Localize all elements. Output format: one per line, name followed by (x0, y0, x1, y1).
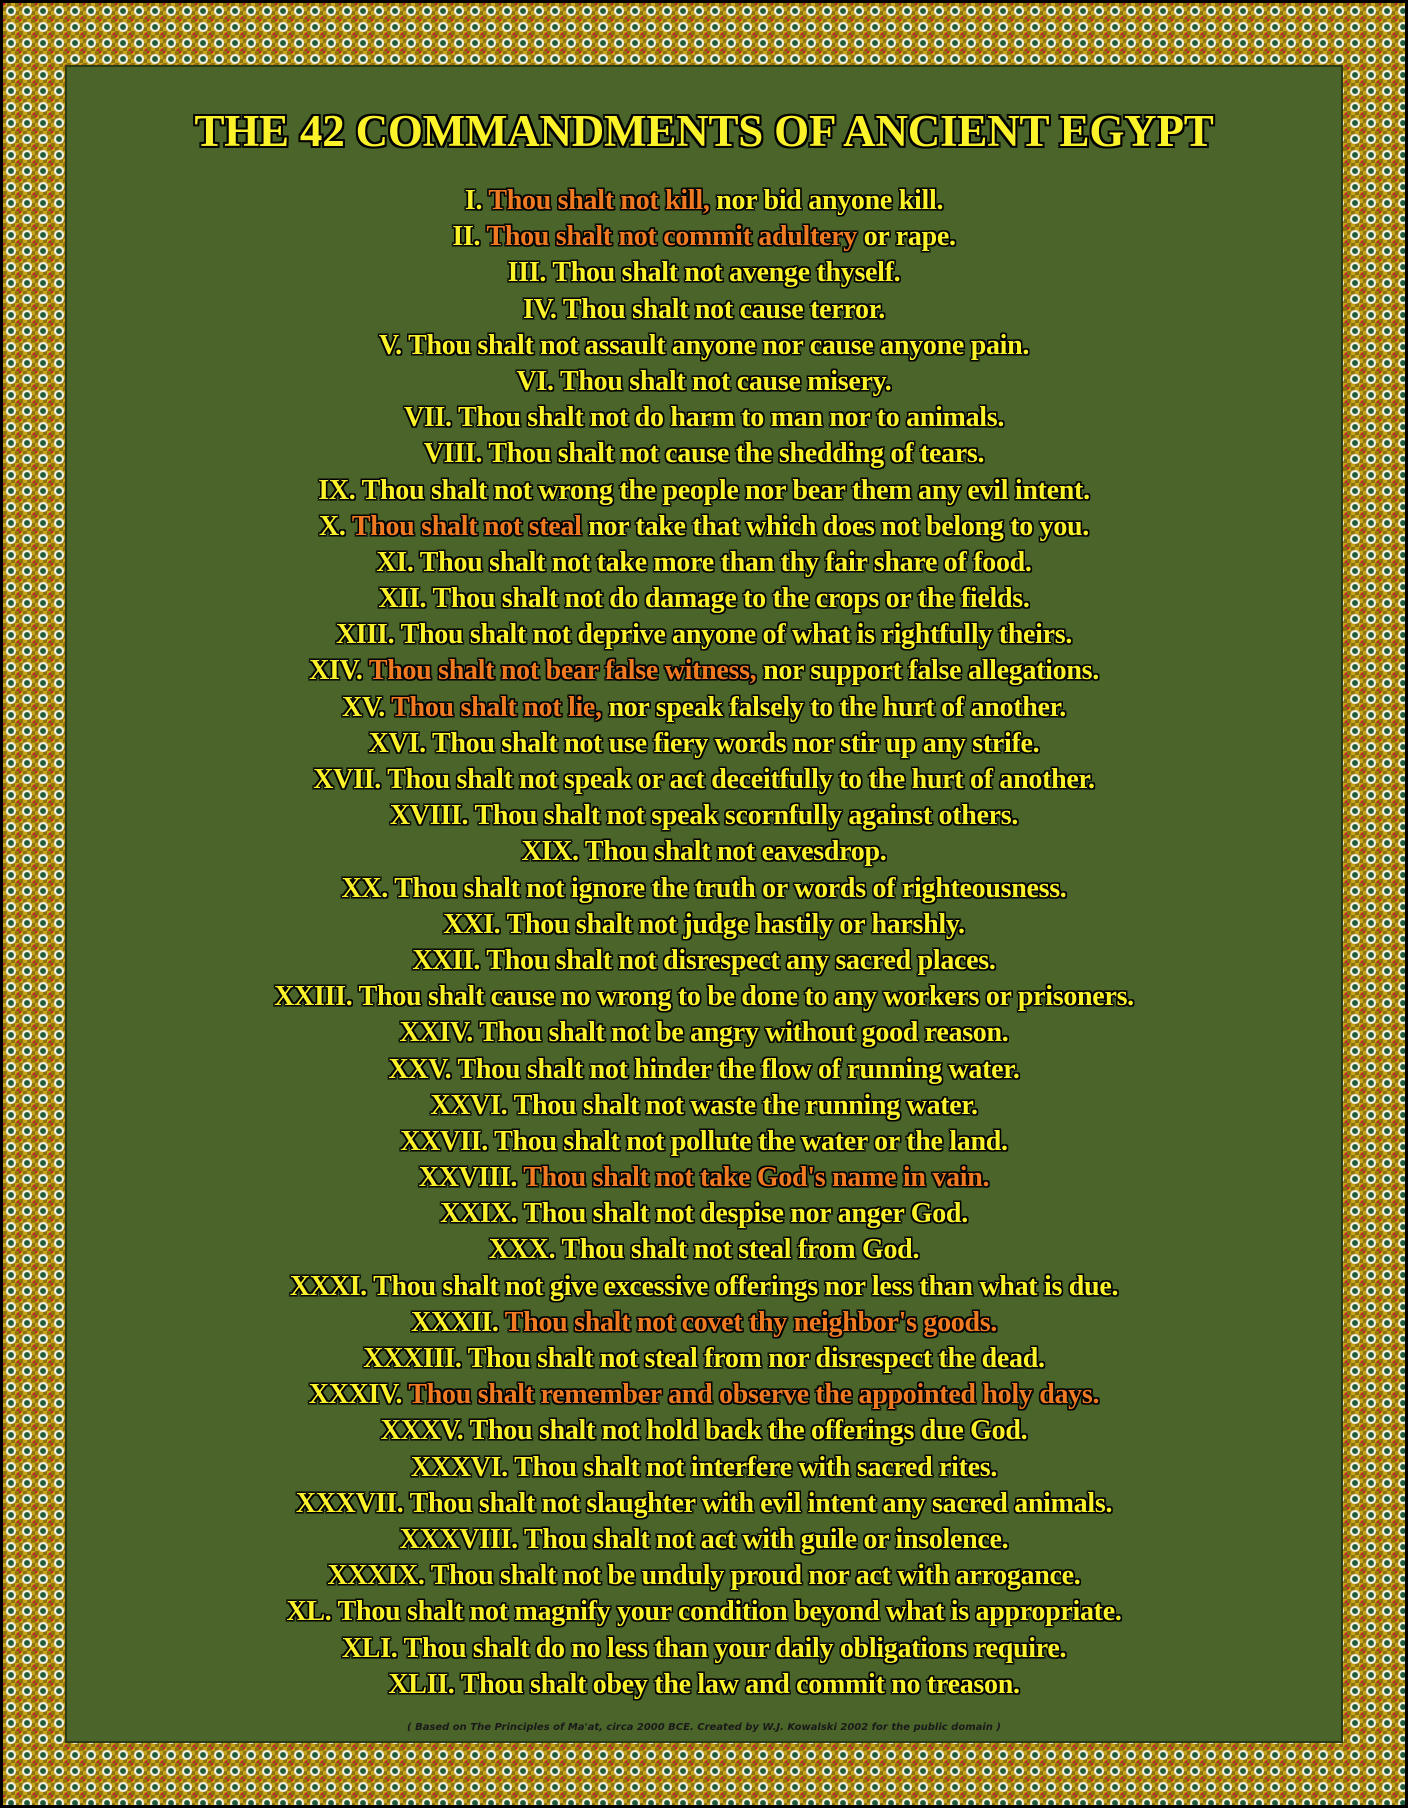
commandment-item (67, 907, 1341, 943)
commandment-text: Thou shalt not steal from nor disrespect the dead. (467, 1343, 1045, 1374)
commandment-number: XVIII. (389, 800, 469, 832)
commandment-text: Thou shalt not use fiery words nor stir up any strife. (431, 727, 1040, 759)
poster-panel (65, 65, 1343, 1743)
commandment-number: XXXIX. (327, 1560, 425, 1592)
commandment-item (67, 509, 1341, 545)
commandment-text: Thou shalt not eavesdrop. (584, 836, 887, 868)
commandment-text: Thou shalt not ignore the truth or words of righteousness. (394, 872, 1067, 904)
commandment-text-continued: nor bid anyone kill. (709, 185, 944, 216)
commandment-item (67, 400, 1341, 436)
commandment-text: Thou shalt not assault anyone nor cause anyone pain. (408, 329, 1030, 361)
commandment-text: Thou shalt not waste the running water. (513, 1089, 978, 1121)
commandment-number: XXXVII. (295, 1487, 404, 1519)
commandment-item (67, 1558, 1341, 1594)
commandment-number: XIX. (521, 836, 579, 868)
commandment-number: XXXI. (289, 1270, 367, 1302)
commandment-item (67, 292, 1341, 328)
commandment-highlight: Thou shalt not lie, (391, 691, 602, 723)
commandment-number: X. (319, 510, 346, 542)
commandment-number: XXVI. (430, 1089, 508, 1121)
commandment-text: Thou shalt do no less than your daily obligations require. (403, 1632, 1067, 1664)
commandment-number: XXI. (443, 908, 501, 940)
commandment-number: XVI. (368, 727, 426, 759)
commandment-number: I. (464, 185, 483, 216)
commandment-number: IX. (318, 474, 356, 506)
commandment-number: XXIX. (440, 1198, 518, 1230)
commandment-highlight: Thou shalt not take God's name in vain. (523, 1162, 990, 1194)
commandment-number: XI. (376, 546, 414, 578)
commandment-item (67, 1450, 1341, 1486)
commandment-number: XXXII. (410, 1306, 499, 1338)
commandment-number: XII. (378, 583, 427, 615)
commandment-item (67, 545, 1341, 581)
commandment-text: Thou shalt not hold back the offerings due God. (469, 1415, 1028, 1447)
commandment-highlight: Thou shalt not commit adultery (486, 221, 858, 253)
commandment-item (67, 1522, 1341, 1558)
footnote: ( Based on The Principles of Ma'at, circa 2000 BCE. Created by W.J. Kowalski 2002 for the public domain ) (407, 1722, 1001, 1733)
commandment-text: Thou shalt not magnify your condition beyond what is appropriate. (337, 1596, 1122, 1628)
commandment-item (67, 1413, 1341, 1449)
commandment-item (67, 798, 1341, 834)
commandment-text: Thou shalt not act with guile or insolence. (523, 1523, 1009, 1555)
commandment-number: XLII. (388, 1668, 455, 1700)
commandment-text: Thou shalt not slaughter with evil intent any sacred animals. (409, 1487, 1113, 1519)
commandment-text: Thou shalt not cause terror. (562, 293, 885, 325)
commandment-item (67, 979, 1341, 1015)
commandment-text: Thou shalt not pollute the water or the land. (494, 1125, 1008, 1157)
commandment-highlight: Thou shalt not bear false witness, (368, 655, 757, 687)
commandment-text: Thou shalt not judge hastily or harshly. (506, 908, 965, 940)
commandment-item (67, 581, 1341, 617)
commandment-number: V. (378, 329, 402, 361)
commandment-item (67, 473, 1341, 509)
commandment-item (67, 255, 1341, 291)
commandment-text: Thou shalt obey the law and commit no treason. (460, 1668, 1020, 1700)
commandment-number: VI. (516, 365, 554, 397)
commandment-text: Thou shalt not speak or act deceitfully to the hurt of another. (387, 764, 1095, 795)
commandment-item (67, 1486, 1341, 1522)
commandment-item (67, 1196, 1341, 1232)
commandment-text-continued: nor support false allegations. (756, 655, 1099, 687)
commandment-item (67, 871, 1341, 907)
poster-title: THE 42 COMMANDMENTS OF ANCIENT EGYPT (194, 106, 1214, 156)
commandment-item (67, 328, 1341, 364)
commandment-item (67, 364, 1341, 400)
commandment-text: Thou shalt not be unduly proud nor act with arrogance. (430, 1560, 1081, 1592)
commandment-text: Thou shalt not cause misery. (559, 365, 892, 397)
commandment-item (67, 762, 1341, 798)
commandment-number: XXIV. (399, 1017, 473, 1049)
commandment-number: XL. (286, 1596, 332, 1628)
commandment-text: Thou shalt not despise nor anger God. (523, 1198, 968, 1230)
commandment-number: XXVII. (400, 1125, 488, 1157)
commandment-item (67, 943, 1341, 979)
commandment-text: Thou shalt not be angry without good reason. (479, 1017, 1009, 1049)
commandment-number: XXXVI. (410, 1451, 508, 1483)
commandment-item (67, 1160, 1341, 1196)
commandment-number: XXV. (388, 1053, 452, 1085)
commandment-number: XV. (342, 691, 385, 723)
commandment-text: Thou shalt not give excessive offerings nor less than what is due. (373, 1270, 1119, 1302)
commandment-number: XXXVIII. (399, 1523, 518, 1555)
commandment-number: XXX. (488, 1234, 556, 1266)
commandment-item (67, 1052, 1341, 1088)
commandment-item (67, 834, 1341, 870)
commandment-number: XX. (341, 872, 389, 904)
commandment-text: Thou shalt not wrong the people nor bear them any evil intent. (361, 474, 1090, 506)
commandment-text: Thou shalt not interfere with sacred rites. (514, 1451, 998, 1483)
commandment-item (67, 1232, 1341, 1268)
commandment-item (67, 1667, 1341, 1703)
commandment-number: II. (452, 221, 481, 253)
commandment-item (67, 183, 1341, 219)
commandment-text: Thou shalt not steal from God. (561, 1234, 920, 1266)
commandment-item (67, 436, 1341, 472)
commandment-number: XXXIII. (363, 1343, 462, 1374)
commandment-number: XXIII. (274, 981, 353, 1013)
commandment-item (67, 653, 1341, 689)
commandment-item (67, 1088, 1341, 1124)
commandment-item (67, 219, 1341, 255)
commandment-text: Thou shalt not cause the shedding of tears. (488, 438, 985, 470)
commandment-text: Thou shalt not disrespect any sacred places. (486, 944, 996, 976)
commandment-text-continued: nor speak falsely to the hurt of another. (601, 691, 1066, 723)
commandment-item (67, 1305, 1341, 1341)
commandment-item (67, 617, 1341, 653)
commandment-number: XIV. (309, 655, 363, 687)
commandment-text-continued: nor take that which does not belong to you. (581, 510, 1089, 542)
commandment-highlight: Thou shalt not steal (351, 510, 582, 542)
commandment-text: Thou shalt not avenge thyself. (552, 257, 901, 289)
commandment-item (67, 1631, 1341, 1667)
commandment-item (67, 726, 1341, 762)
commandment-item (67, 1269, 1341, 1305)
commandments-list (67, 183, 1341, 1703)
commandment-text: Thou shalt not hinder the flow of running water. (457, 1053, 1020, 1085)
commandment-item (67, 1124, 1341, 1160)
commandment-item (67, 690, 1341, 726)
commandment-text: Thou shalt not do damage to the crops or the fields. (432, 583, 1030, 615)
commandment-number: XXXIV. (308, 1379, 403, 1411)
commandment-item (67, 1015, 1341, 1051)
commandment-number: VIII. (423, 438, 483, 470)
commandment-text: Thou shalt not take more than thy fair share of food. (419, 546, 1032, 578)
commandment-number: IV. (523, 293, 557, 325)
commandment-text: Thou shalt not do harm to man nor to animals. (457, 402, 1005, 434)
commandment-item (67, 1377, 1341, 1413)
commandment-highlight: Thou shalt remember and observe the appointed holy days. (408, 1379, 1100, 1411)
commandment-number: XLI. (341, 1632, 398, 1664)
commandment-text: Thou shalt not speak scornfully against others. (474, 800, 1019, 832)
commandment-item (67, 1594, 1341, 1630)
commandment-number: XVII. (313, 764, 381, 795)
commandment-number: XXVIII. (418, 1162, 518, 1194)
commandment-number: III. (507, 257, 547, 289)
commandment-number: XXXV. (380, 1415, 464, 1447)
commandment-text-continued: or rape. (857, 221, 956, 253)
commandment-item (67, 1341, 1341, 1377)
commandment-number: XIII. (335, 619, 395, 651)
commandment-number: XXII. (412, 944, 481, 976)
commandment-text: Thou shalt not deprive anyone of what is rightfully theirs. (400, 619, 1073, 651)
commandment-highlight: Thou shalt not covet thy neighbor's goods. (504, 1306, 998, 1338)
commandment-text: Thou shalt cause no wrong to be done to any workers or prisoners. (358, 981, 1134, 1013)
commandment-highlight: Thou shalt not kill, (488, 185, 710, 216)
commandment-number: VII. (403, 402, 452, 434)
